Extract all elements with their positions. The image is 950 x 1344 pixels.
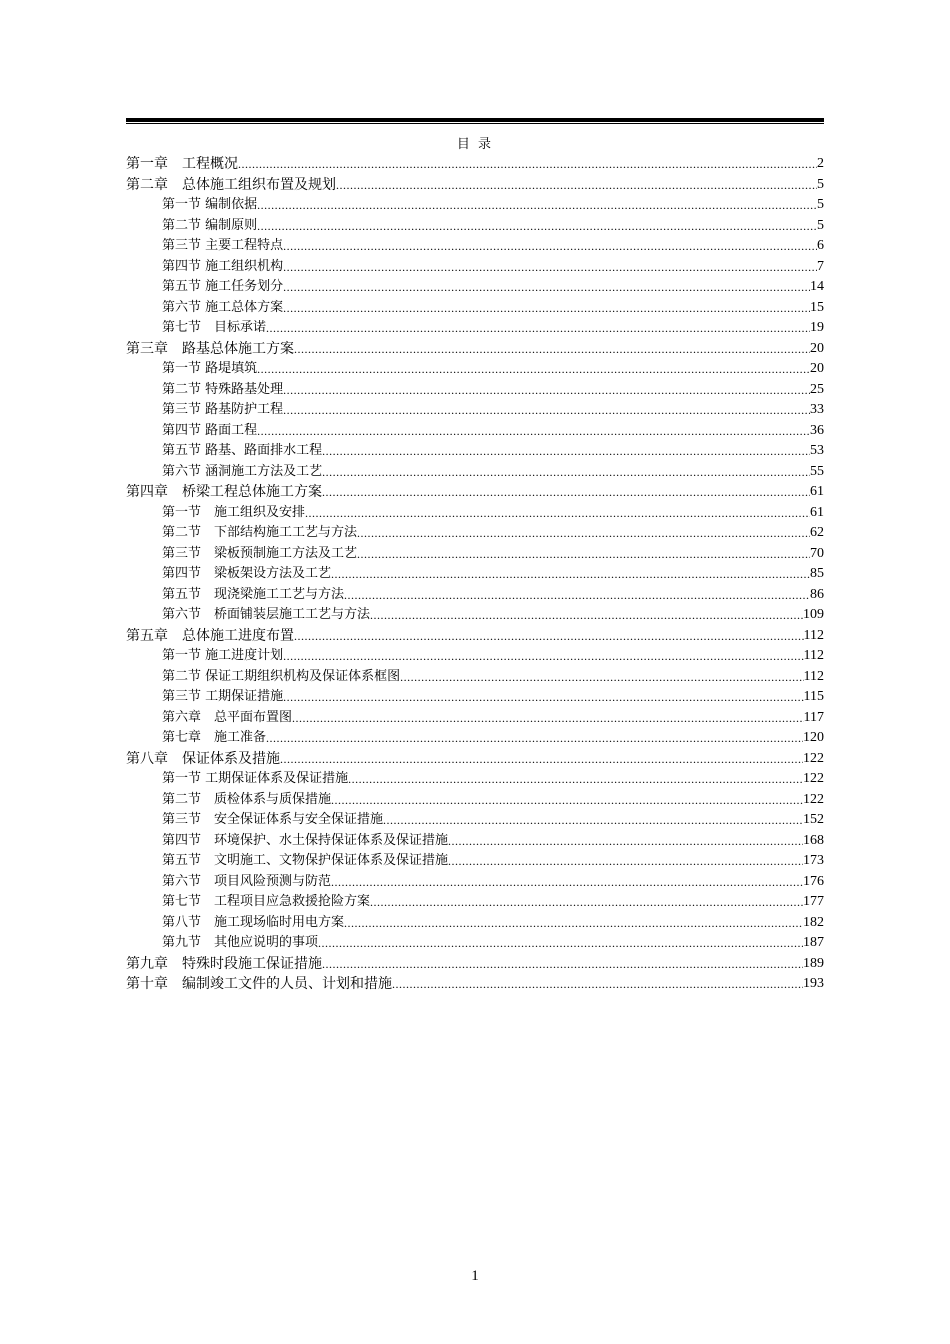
toc-entry-label: 第六章 总平面布置图 <box>162 709 293 725</box>
toc-entry-label: 第二节 质检体系与质保措施 <box>162 791 332 807</box>
toc-entry-page: 117 <box>803 709 824 725</box>
table-of-contents <box>126 154 824 995</box>
toc-entry-label: 第一节 施工组织及安排 <box>162 504 306 520</box>
toc-dot-leader <box>448 831 803 852</box>
toc-section-entry[interactable] <box>126 851 824 872</box>
toc-entry-label: 第一节 路堤填筑 <box>162 361 258 376</box>
toc-dot-leader <box>266 318 810 339</box>
toc-entry-label: 第六节 项目风险预测与防范 <box>162 873 332 889</box>
toc-entry-label: 第一节 施工进度计划 <box>162 648 284 663</box>
toc-entry-page: 109 <box>803 607 824 622</box>
toc-section-entry[interactable] <box>126 810 824 831</box>
toc-dot-leader <box>294 339 810 360</box>
toc-dot-leader <box>370 605 803 626</box>
toc-section-entry[interactable] <box>126 913 824 934</box>
toc-section-entry[interactable] <box>126 523 824 544</box>
toc-dot-leader <box>283 687 803 708</box>
toc-entry-label: 第四节 梁板架设方法及工艺 <box>162 566 332 581</box>
toc-entry-page: 53 <box>810 443 824 458</box>
toc-section-entry[interactable] <box>126 585 824 606</box>
toc-dot-leader <box>357 544 810 565</box>
toc-entry-label: 第五节 施工任务划分 <box>162 279 284 294</box>
toc-section-entry[interactable] <box>126 462 824 483</box>
page-number: 1 <box>471 1268 479 1284</box>
toc-entry-label: 第九节 其他应说明的事项 <box>162 935 319 950</box>
toc-entry-page: 5 <box>817 197 824 212</box>
toc-entry-label: 第六节 施工总体方案 <box>162 299 284 315</box>
toc-entry-label: 第四节 路面工程 <box>162 422 258 438</box>
toc-dot-leader <box>448 851 803 872</box>
toc-dot-leader <box>280 749 803 770</box>
toc-entry-page: 122 <box>803 771 824 786</box>
toc-entry-page: 6 <box>817 238 824 253</box>
toc-dot-leader <box>322 441 810 462</box>
toc-entry-page: 193 <box>803 976 824 991</box>
toc-dot-leader <box>257 195 817 216</box>
toc-dot-leader <box>383 810 803 831</box>
toc-entry-label: 第八章 保证体系及措施 <box>126 750 280 767</box>
toc-entry-label: 第五节 文明施工、文物保护保证体系及保证措施 <box>162 853 449 868</box>
toc-section-entry[interactable] <box>126 400 824 421</box>
toc-chapter-entry[interactable] <box>126 749 824 770</box>
toc-section-entry[interactable] <box>126 380 824 401</box>
toc-entry-label: 第四章 桥梁工程总体施工方案 <box>126 484 322 500</box>
toc-entry-label: 第二节 编制原则 <box>162 217 258 233</box>
toc-dot-leader <box>266 728 803 749</box>
toc-entry-page: 115 <box>803 689 824 704</box>
toc-title: 目 录 <box>456 137 494 152</box>
toc-entry-page: 61 <box>810 484 824 499</box>
toc-entry-page: 20 <box>810 340 824 356</box>
toc-chapter-entry[interactable] <box>126 954 824 975</box>
toc-dot-leader <box>331 564 810 585</box>
toc-dot-leader <box>292 708 804 729</box>
toc-section-entry[interactable] <box>126 872 824 893</box>
toc-section-entry[interactable] <box>126 236 824 257</box>
toc-entry-page: 177 <box>803 894 824 909</box>
toc-entry-label: 第四节 环境保护、水土保持保证体系及保证措施 <box>162 832 449 848</box>
toc-entry-page: 120 <box>803 730 824 745</box>
toc-entry-page: 189 <box>803 955 824 971</box>
toc-dot-leader <box>400 667 803 688</box>
toc-entry-label: 第十章 编制竣工文件的人员、计划和措施 <box>126 976 392 992</box>
toc-dot-leader <box>257 216 817 237</box>
toc-section-entry[interactable] <box>126 441 824 462</box>
toc-entry-page: 62 <box>810 525 824 540</box>
toc-entry-label: 第七节 工程项目应急救援抢险方案 <box>162 894 371 909</box>
toc-section-entry[interactable] <box>126 195 824 216</box>
toc-entry-label: 第五章 总体施工进度布置 <box>126 627 294 644</box>
toc-section-entry[interactable] <box>126 318 824 339</box>
toc-dot-leader <box>336 175 817 196</box>
toc-entry-page: 33 <box>810 402 824 417</box>
toc-section-entry[interactable] <box>126 687 824 708</box>
toc-entry-label: 第三节 安全保证体系与安全保证措施 <box>162 812 384 827</box>
toc-entry-page: 20 <box>810 361 824 376</box>
toc-entry-label: 第三节 梁板预制施工方法及工艺 <box>162 545 358 561</box>
toc-entry-label: 第一章 工程概况 <box>126 156 238 172</box>
toc-dot-leader <box>283 298 810 319</box>
toc-dot-leader <box>305 503 810 524</box>
toc-entry-label: 第八节 施工现场临时用电方案 <box>162 914 345 930</box>
toc-dot-leader <box>344 585 810 606</box>
toc-dot-leader <box>257 359 810 380</box>
toc-entry-label: 第九章 特殊时段施工保证措施 <box>126 955 322 972</box>
toc-dot-leader <box>331 790 803 811</box>
toc-entry-page: 182 <box>803 914 824 930</box>
toc-section-entry[interactable] <box>126 503 824 524</box>
toc-dot-leader <box>283 400 810 421</box>
toc-entry-label: 第三章 路基总体施工方案 <box>126 340 294 357</box>
toc-entry-page: 5 <box>817 176 824 192</box>
toc-dot-leader <box>283 646 803 667</box>
toc-section-entry[interactable] <box>126 892 824 913</box>
toc-entry-page: 7 <box>817 258 824 274</box>
toc-dot-leader <box>344 913 803 934</box>
header-rule <box>126 118 824 124</box>
toc-dot-leader <box>331 872 803 893</box>
toc-section-entry[interactable] <box>126 769 824 790</box>
toc-dot-leader <box>357 523 810 544</box>
toc-section-entry[interactable] <box>126 421 824 442</box>
toc-section-entry[interactable] <box>126 359 824 380</box>
toc-entry-label: 第一节 工期保证体系及保证措施 <box>162 771 349 786</box>
toc-entry-label: 第五节 现浇梁施工工艺与方法 <box>162 586 345 602</box>
toc-section-entry[interactable] <box>126 933 824 954</box>
toc-dot-leader <box>283 277 810 298</box>
toc-entry-label: 第五节 路基、路面排水工程 <box>162 443 323 458</box>
toc-entry-label: 第六节 桥面铺装层施工工艺与方法 <box>162 607 371 622</box>
toc-chapter-entry[interactable] <box>126 154 824 175</box>
toc-dot-leader <box>294 626 804 647</box>
toc-entry-label: 第二章 总体施工组织布置及规划 <box>126 176 336 193</box>
toc-entry-page: 25 <box>810 381 824 397</box>
toc-dot-leader <box>238 154 817 175</box>
toc-dot-leader <box>283 380 810 401</box>
toc-entry-label: 第二节 特殊路基处理 <box>162 381 284 397</box>
toc-dot-leader <box>322 462 810 483</box>
toc-entry-page: 112 <box>803 627 824 643</box>
toc-chapter-entry[interactable] <box>126 175 824 196</box>
toc-dot-leader <box>257 421 810 442</box>
toc-chapter-entry[interactable] <box>126 974 824 995</box>
toc-entry-page: 122 <box>803 750 824 766</box>
toc-entry-page: 152 <box>803 812 824 827</box>
toc-entry-page: 112 <box>803 668 824 684</box>
toc-entry-page: 55 <box>810 463 824 479</box>
toc-entry-label: 第二节 下部结构施工工艺与方法 <box>162 525 358 540</box>
toc-entry-page: 61 <box>810 504 824 520</box>
toc-entry-page: 85 <box>810 566 824 581</box>
toc-entry-label: 第三节 主要工程特点 <box>162 238 284 253</box>
toc-entry-page: 15 <box>810 299 824 315</box>
toc-entry-label: 第七节 目标承诺 <box>162 320 267 335</box>
toc-chapter-entry[interactable] <box>126 626 824 647</box>
toc-entry-label: 第一节 编制依据 <box>162 197 258 212</box>
toc-entry-page: 5 <box>817 217 824 233</box>
toc-entry-page: 36 <box>810 422 824 438</box>
toc-dot-leader <box>322 482 810 503</box>
toc-section-entry[interactable] <box>126 277 824 298</box>
toc-entry-page: 70 <box>810 545 824 561</box>
toc-entry-page: 176 <box>803 873 824 889</box>
toc-chapter-entry[interactable] <box>126 339 824 360</box>
toc-section-entry[interactable] <box>126 298 824 319</box>
toc-section-entry[interactable] <box>126 831 824 852</box>
toc-entry-label: 第六节 涵洞施工方法及工艺 <box>162 463 323 479</box>
toc-entry-page: 14 <box>810 279 824 294</box>
toc-dot-leader <box>318 933 803 954</box>
toc-entry-page: 86 <box>810 586 824 602</box>
toc-section-entry[interactable] <box>126 257 824 278</box>
toc-section-entry[interactable] <box>126 544 824 565</box>
toc-entry-page: 168 <box>803 832 824 848</box>
toc-chapter-entry[interactable] <box>126 482 824 503</box>
toc-entry-page: 19 <box>810 320 824 335</box>
toc-dot-leader <box>283 236 817 257</box>
toc-section-entry[interactable] <box>126 605 824 626</box>
toc-dot-leader <box>322 954 803 975</box>
toc-section-entry[interactable] <box>126 708 824 729</box>
toc-entry-label: 第四节 施工组织机构 <box>162 258 284 274</box>
toc-section-entry[interactable] <box>126 564 824 585</box>
toc-section-entry[interactable] <box>126 728 824 749</box>
toc-entry-page: 173 <box>803 853 824 868</box>
toc-entry-label: 第七章 施工准备 <box>162 730 267 745</box>
toc-entry-label: 第二节 保证工期组织机构及保证体系框图 <box>162 668 401 684</box>
toc-section-entry[interactable] <box>126 667 824 688</box>
toc-dot-leader <box>392 974 803 995</box>
toc-dot-leader <box>348 769 803 790</box>
toc-dot-leader <box>283 257 817 278</box>
toc-entry-page: 187 <box>803 935 824 950</box>
toc-entry-label: 第三节 工期保证措施 <box>162 689 284 704</box>
toc-entry-label: 第三节 路基防护工程 <box>162 402 284 417</box>
toc-section-entry[interactable] <box>126 646 824 667</box>
toc-entry-page: 2 <box>817 156 824 171</box>
toc-section-entry[interactable] <box>126 216 824 237</box>
toc-section-entry[interactable] <box>126 790 824 811</box>
toc-dot-leader <box>370 892 803 913</box>
toc-entry-page: 112 <box>803 648 824 663</box>
toc-entry-page: 122 <box>803 791 824 807</box>
